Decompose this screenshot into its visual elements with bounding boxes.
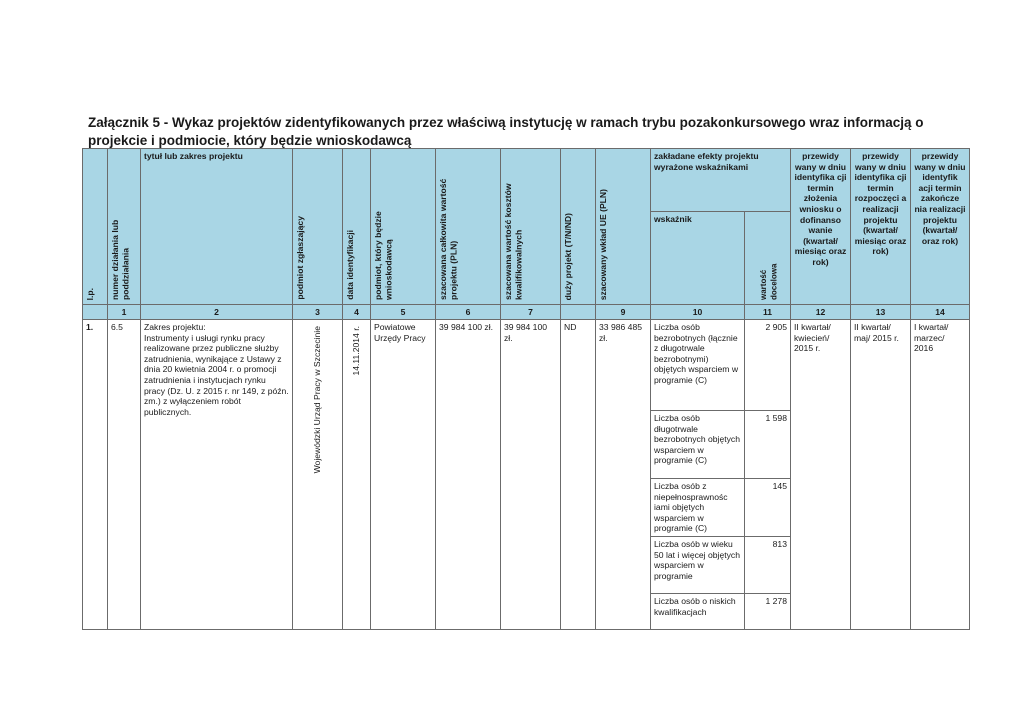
- cell-wartosc-kwalifikowalna: 39 984 100 zł.: [501, 320, 561, 630]
- cell-lp: 1.: [83, 320, 108, 630]
- indicator-value: 1 278: [745, 594, 791, 630]
- indicator-value: 1 598: [745, 411, 791, 479]
- header-termin-zakonczenia: przewidy wany w dniu identyfik acji termin zakończe nia realizacji projektu (kwartał/ oraz rok): [911, 149, 970, 305]
- header-efekty: zakładane efekty projektu wyrażone wskaźnikami: [651, 149, 791, 212]
- header-termin-zlozenia: przewidy wany w dniu identyfika cji termin złożenia wniosku o dofinanso wanie (kwartał/ miesiąc oraz rok): [791, 149, 851, 305]
- header-wartosc-docelowa: wartość docelowa: [745, 212, 791, 305]
- column-number: 9: [596, 305, 651, 320]
- cell-wklad-ue: 33 986 485 zł.: [596, 320, 651, 630]
- column-number: 5: [371, 305, 436, 320]
- indicator-value: 813: [745, 537, 791, 594]
- cell-termin-zakonczenia: I kwartał/ marzec/ 2016: [911, 320, 970, 630]
- indicator-name: Liczba osób z niepełnosprawnośc iami objętych wsparciem w programie (C): [651, 479, 745, 537]
- cell-duzy-projekt: ND: [561, 320, 596, 630]
- header-data-identyfikacji: data identyfikacji: [343, 149, 371, 305]
- column-number: 1: [108, 305, 141, 320]
- cell-tytul: Zakres projektu: Instrumenty i usługi rynku pracy realizowane przez publiczne służby zatrudnienia, wynikające z Ustawy z dnia 20 kwietnia 2004 r. o promocji zatrudnienia i instytucjach rynku pracy (Dz. U. z 2015 r. nr 149, z późn. zm.) z wyłączeniem robót publicznych.: [141, 320, 293, 630]
- column-number: 11: [745, 305, 791, 320]
- cell-termin-rozpoczecia: II kwartał/ maj/ 2015 r.: [851, 320, 911, 630]
- column-number-blank: [561, 305, 596, 320]
- indicator-name: Liczba osób o niskich kwalifikacjach: [651, 594, 745, 630]
- cell-termin-zlozenia: II kwartał/ kwiecień/ 2015 r.: [791, 320, 851, 630]
- indicator-name: Liczba osób w wieku 50 lat i więcej objętych wsparciem w programie: [651, 537, 745, 594]
- header-lp: l.p.: [83, 149, 108, 305]
- cell-numer: 6.5: [108, 320, 141, 630]
- cell-data-identyfikacji: 14.11.2014 r.: [343, 320, 371, 630]
- page-title: Załącznik 5 - Wykaz projektów zidentyfikowanych przez właściwą instytucję w ramach trybu pozakonkursowego wraz informacją o projekcie i podmiocie, który będzie wnioskodawcą: [88, 115, 924, 148]
- column-number: 12: [791, 305, 851, 320]
- projects-table: [82, 148, 970, 630]
- column-number: 7: [501, 305, 561, 320]
- indicator-name: Liczba osób bezrobotnych (łącznie z długotrwale bezrobotnymi) objętych wsparciem w programie (C): [651, 320, 745, 411]
- cell-wartosc-calkowita: 39 984 100 zł.: [436, 320, 501, 630]
- column-number: 13: [851, 305, 911, 320]
- header-numer: numer działania lub poddziałania: [108, 149, 141, 305]
- header-wskaznik: wskaźnik: [651, 212, 745, 305]
- indicator-value: 145: [745, 479, 791, 537]
- header-wartosc-calkowita: szacowana całkowita wartość projektu (PLN): [436, 149, 501, 305]
- cell-podmiot-zglaszajacy: Wojewódzki Urząd Pracy w Szczecinie: [293, 320, 343, 630]
- header-duzy-projekt: duży projekt (T/N/ND): [561, 149, 596, 305]
- header-podmiot-zglaszajacy: podmiot zgłaszający: [293, 149, 343, 305]
- header-termin-rozpoczecia: przewidy wany w dniu identyfika cji termin rozpoczęci a realizacji projektu (kwartał/ miesiąc oraz rok): [851, 149, 911, 305]
- column-number: 3: [293, 305, 343, 320]
- indicator-name: Liczba osób długotrwale bezrobotnych objętych wsparciem w programie (C): [651, 411, 745, 479]
- indicator-value: 2 905: [745, 320, 791, 411]
- column-number: 14: [911, 305, 970, 320]
- header-podmiot-wnioskodawca: podmiot, który będzie wnioskodawcą: [371, 149, 436, 305]
- header-wklad-ue: szacowany wkład UE (PLN): [596, 149, 651, 305]
- column-number-blank: [83, 305, 108, 320]
- column-number: 2: [141, 305, 293, 320]
- column-number: 10: [651, 305, 745, 320]
- column-number: 4: [343, 305, 371, 320]
- cell-podmiot-wnioskodawca: Powiatowe Urzędy Pracy: [371, 320, 436, 630]
- header-tytul: tytuł lub zakres projektu: [141, 149, 293, 305]
- column-number: 6: [436, 305, 501, 320]
- header-wartosc-kwalifikowalna: szacowana wartość kosztów kwalifikowalnych: [501, 149, 561, 305]
